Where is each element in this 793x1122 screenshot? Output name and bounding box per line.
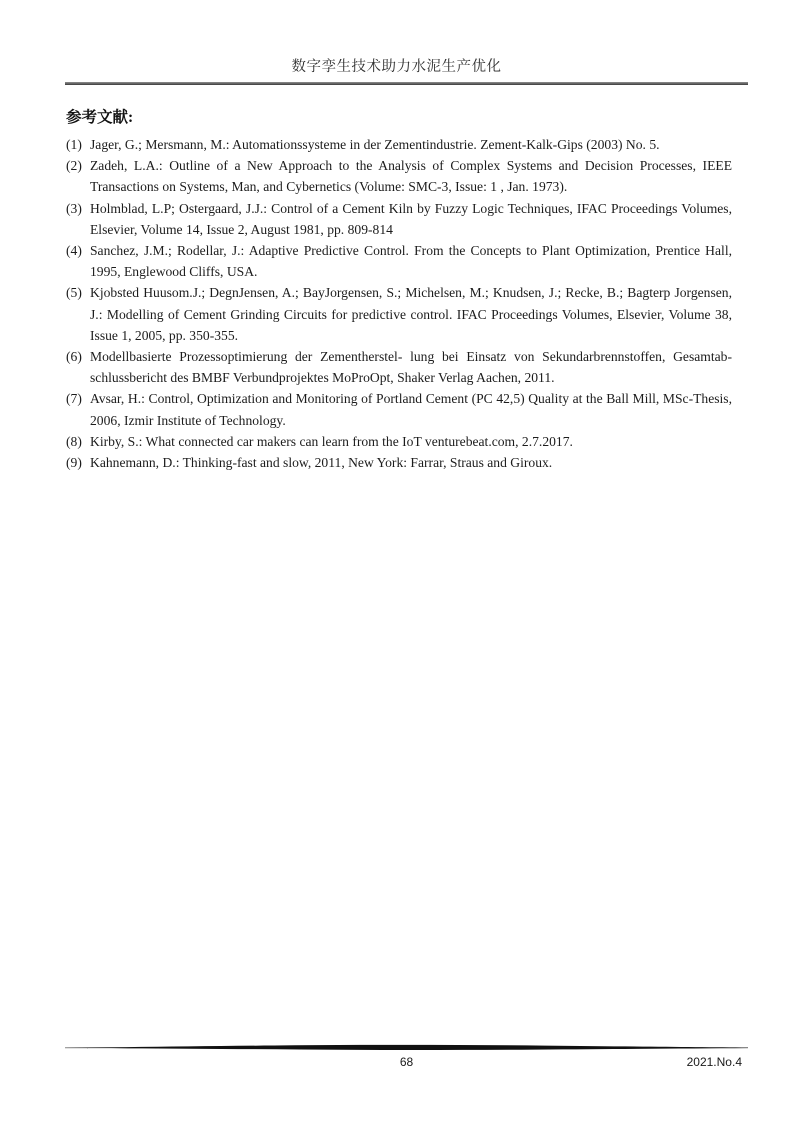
header-divider (65, 82, 748, 85)
references-list (66, 134, 732, 473)
references-heading: 参考文献: (66, 109, 134, 126)
reference-item (66, 240, 732, 282)
page-number: 68 (399, 1055, 414, 1069)
issue-label: 2021.No.4 (686, 1055, 742, 1069)
running-header-title: 数字孪生技术助力水泥生产优化 (291, 59, 502, 75)
reference-marker: (2) (66, 158, 82, 174)
reference-marker: (3) (66, 200, 82, 216)
reference-marker: (8) (66, 433, 82, 449)
reference-marker: (7) (66, 391, 82, 407)
reference-item (66, 452, 732, 473)
reference-text: Avsar, H.: Control, Optimization and Monitoring of Portland Cement (PC 42,5) Quality at the Ball Mill, MSc-Thesis, 2006, Izmir Institute of Technology. (90, 391, 732, 428)
reference-text: Zadeh, L.A.: Outline of a New Approach to the Analysis of Complex Systems and Decision Processes, IEEE Transactions on Systems, Man, and Cybernetics (Volume: SMC-3, Issue: 1 , Jan. 1973). (90, 158, 732, 195)
reference-text: Modellbasierte Prozessoptimierung der Zementherstel- lung bei Einsatz von Sekundarbrennstoffen, Gesamtab-schlussbericht des BMBF Verbundprojektes MoProOpt, Shaker Verlag Aachen, 2011. (90, 349, 732, 386)
reference-item (66, 431, 732, 452)
reference-text: Kirby, S.: What connected car makers can learn from the IoT venturebeat.com, 2.7.2017. (90, 433, 573, 449)
footer-divider (65, 1044, 748, 1052)
reference-marker: (1) (66, 137, 82, 152)
reference-marker: (4) (66, 243, 82, 259)
reference-text: Kahnemann, D.: Thinking-fast and slow, 2011, New York: Farrar, Straus and Giroux. (90, 455, 553, 471)
reference-text: Holmblad, L.P; Ostergaard, J.J.: Control of a Cement Kiln by Fuzzy Logic Techniques, IFAC Proceedings Volumes, Elsevier, Volume 14, Issue 2, August 1981, pp. 809-814 (90, 200, 732, 237)
reference-text: Sanchez, J.M.; Rodellar, J.: Adaptive Predictive Control. From the Concepts to Plant Optimization, Prentice Hall, 1995, Englewood Cliffs, USA. (90, 243, 732, 280)
reference-item (66, 346, 732, 388)
reference-text: Kjobsted Huusom.J.; DegnJensen, A.; BayJorgensen, S.; Michelsen, M.; Knudsen, J.; Recke, B.; Bagterp Jorgensen, J.: Modelling of Cement Grinding Circuits for predictive control. IFAC Proceedings Volumes, Elsevier, Volume 38, Issue 1, 2005, pp. 350-355. (90, 285, 732, 343)
reference-item (66, 198, 732, 240)
references-section (66, 108, 732, 473)
reference-item (66, 155, 732, 197)
reference-marker: (6) (66, 349, 82, 365)
reference-item (66, 134, 732, 155)
reference-item (66, 282, 732, 346)
footer (65, 1055, 748, 1073)
reference-marker: (5) (66, 285, 82, 301)
reference-item (66, 388, 732, 430)
reference-text: Jager, G.; Mersmann, M.: Automationssysteme in der Zementindustrie. Zement-Kalk-Gips (2003) No. 5. (90, 137, 660, 152)
reference-marker: (9) (66, 455, 82, 471)
